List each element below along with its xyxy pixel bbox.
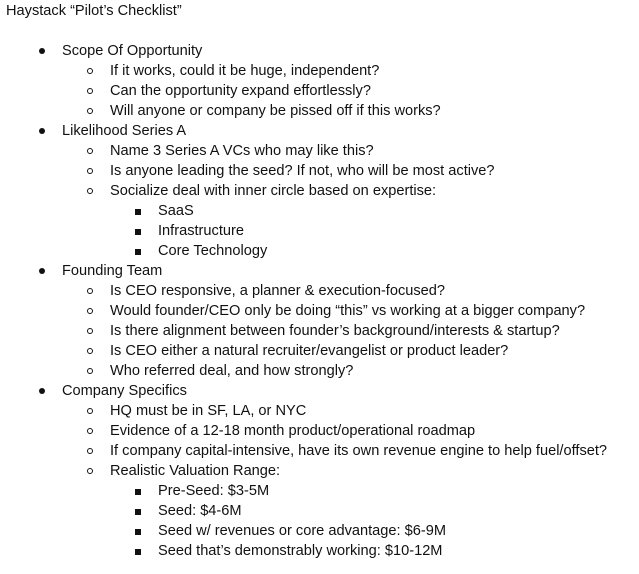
bullet-dot-icon bbox=[38, 41, 62, 61]
list-item bbox=[86, 461, 280, 481]
sub-item-text: Seed w/ revenues or core advantage: $6-9M bbox=[158, 523, 446, 539]
sub-item-text: Core Technology bbox=[158, 243, 268, 259]
sub-item-text: Seed that’s demonstrably working: $10-12M bbox=[158, 543, 443, 559]
bullet-circle-icon bbox=[86, 321, 110, 341]
bullet-circle-icon bbox=[86, 141, 110, 161]
list-item bbox=[86, 441, 607, 461]
list-item bbox=[86, 161, 495, 181]
sub-item-text: Seed: $4-6M bbox=[158, 503, 242, 519]
item-text: Would founder/CEO only be doing “this” vs working at a bigger company? bbox=[110, 303, 586, 319]
sub-item-text: SaaS bbox=[158, 203, 194, 219]
bullet-square-icon bbox=[134, 521, 158, 541]
bullet-circle-icon bbox=[86, 301, 110, 321]
section-likelihood-series-a bbox=[38, 121, 186, 141]
item-text: Realistic Valuation Range: bbox=[110, 463, 281, 479]
sub-list-item bbox=[134, 541, 442, 561]
item-text: HQ must be in SF, LA, or NYC bbox=[110, 403, 307, 419]
bullet-circle-icon bbox=[86, 361, 110, 381]
bullet-square-icon bbox=[134, 221, 158, 241]
sub-list-item bbox=[134, 221, 244, 241]
list-item bbox=[86, 421, 475, 441]
list-item bbox=[86, 401, 306, 421]
list-item bbox=[86, 321, 560, 341]
bullet-circle-icon bbox=[86, 161, 110, 181]
bullet-square-icon bbox=[134, 481, 158, 501]
sub-list-item bbox=[134, 481, 269, 501]
bullet-square-icon bbox=[134, 541, 158, 561]
section-scope-of-opportunity bbox=[38, 41, 202, 61]
section-label: Company Specifics bbox=[62, 383, 187, 399]
bullet-dot-icon bbox=[38, 261, 62, 281]
bullet-circle-icon bbox=[86, 441, 110, 461]
item-text: Is CEO responsive, a planner & execution-focused? bbox=[110, 283, 446, 299]
section-label: Founding Team bbox=[62, 263, 163, 279]
document-title: Haystack “Pilot’s Checklist” bbox=[6, 3, 182, 19]
sub-list-item bbox=[134, 501, 242, 521]
bullet-circle-icon bbox=[86, 341, 110, 361]
section-label: Likelihood Series A bbox=[62, 123, 187, 139]
list-item bbox=[86, 301, 585, 321]
bullet-circle-icon bbox=[86, 401, 110, 421]
item-text: Socialize deal with inner circle based on expertise: bbox=[110, 183, 437, 199]
bullet-circle-icon bbox=[86, 81, 110, 101]
list-item bbox=[86, 141, 374, 161]
bullet-square-icon bbox=[134, 241, 158, 261]
sub-item-text: Infrastructure bbox=[158, 223, 244, 239]
bullet-circle-icon bbox=[86, 461, 110, 481]
section-company-specifics bbox=[38, 381, 187, 401]
sub-list-item bbox=[134, 521, 446, 541]
section-founding-team bbox=[38, 261, 162, 281]
bullet-circle-icon bbox=[86, 101, 110, 121]
bullet-square-icon bbox=[134, 501, 158, 521]
list-item bbox=[86, 341, 508, 361]
sub-list-item bbox=[134, 241, 267, 261]
list-item bbox=[86, 281, 445, 301]
item-text: If it works, could it be huge, independent? bbox=[110, 63, 380, 79]
item-text: If company capital-intensive, have its own revenue engine to help fuel/offset? bbox=[110, 443, 608, 459]
bullet-dot-icon bbox=[38, 381, 62, 401]
section-label: Scope Of Opportunity bbox=[62, 43, 203, 59]
item-text: Evidence of a 12-18 month product/operational roadmap bbox=[110, 423, 476, 439]
item-text: Is anyone leading the seed? If not, who will be most active? bbox=[110, 163, 495, 179]
bullet-circle-icon bbox=[86, 421, 110, 441]
bullet-circle-icon bbox=[86, 281, 110, 301]
item-text: Will anyone or company be pissed off if this works? bbox=[110, 103, 441, 119]
list-item bbox=[86, 81, 371, 101]
sub-item-text: Pre-Seed: $3-5M bbox=[158, 483, 270, 499]
item-text: Is there alignment between founder’s background/interests & startup? bbox=[110, 323, 560, 339]
item-text: Is CEO either a natural recruiter/evangelist or product leader? bbox=[110, 343, 509, 359]
item-text: Who referred deal, and how strongly? bbox=[110, 363, 354, 379]
list-item bbox=[86, 61, 379, 81]
bullet-circle-icon bbox=[86, 61, 110, 81]
item-text: Can the opportunity expand effortlessly? bbox=[110, 83, 371, 99]
bullet-circle-icon bbox=[86, 181, 110, 201]
list-item bbox=[86, 101, 441, 121]
bullet-square-icon bbox=[134, 201, 158, 221]
item-text: Name 3 Series A VCs who may like this? bbox=[110, 143, 374, 159]
list-item bbox=[86, 181, 436, 201]
sub-list-item bbox=[134, 201, 194, 221]
bullet-dot-icon bbox=[38, 121, 62, 141]
list-item bbox=[86, 361, 353, 381]
